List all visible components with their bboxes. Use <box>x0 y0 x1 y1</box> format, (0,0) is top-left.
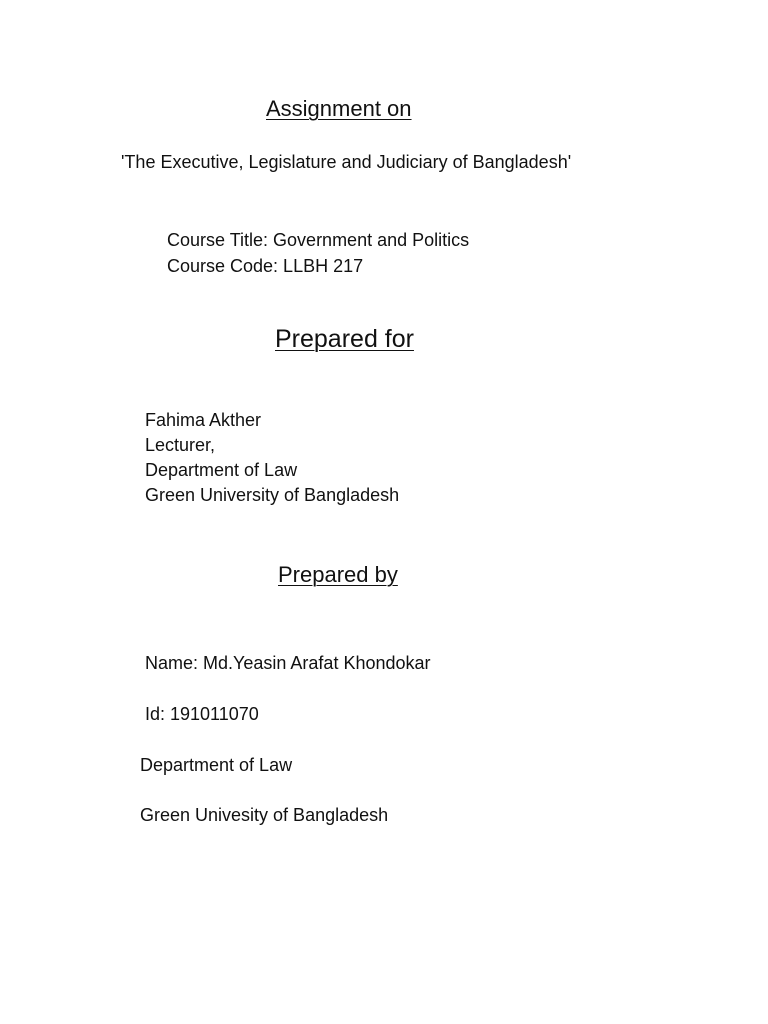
assignment-heading: Assignment on <box>266 96 412 121</box>
author-university: Green Univesity of Bangladesh <box>140 805 389 825</box>
prepared-by-heading: Prepared by <box>278 562 398 587</box>
recipient-department: Department of Law <box>145 460 298 480</box>
recipient-name: Fahima Akther <box>145 410 262 430</box>
author-name: Name: Md.Yeasin Arafat Khondokar <box>145 653 431 673</box>
author-id: Id: 191011070 <box>145 704 259 724</box>
author-department: Department of Law <box>140 755 293 775</box>
prepared-for-heading: Prepared for <box>275 325 414 353</box>
course-code: Course Code: LLBH 217 <box>167 256 364 276</box>
assignment-topic: 'The Executive, Legislature and Judiciary of Bangladesh' <box>121 152 572 172</box>
recipient-university: Green University of Bangladesh <box>145 485 400 505</box>
recipient-designation: Lecturer, <box>145 435 216 455</box>
course-title: Course Title: Government and Politics <box>167 230 470 250</box>
